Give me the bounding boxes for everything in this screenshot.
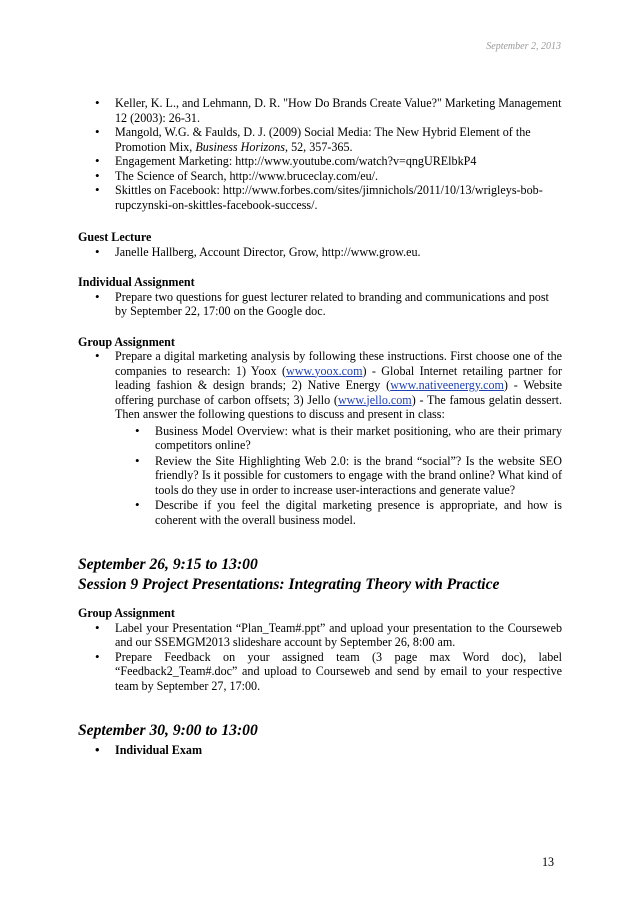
list-item: • Janelle Hallberg, Account Director, Grow, http://www.grow.eu. bbox=[78, 245, 562, 260]
session-title-heading: Session 9 Project Presentations: Integrating Theory with Practice bbox=[78, 575, 500, 593]
list-item: • Prepare two questions for guest lecturer related to branding and communications and post by September 22, 17:00 on the Google doc. bbox=[78, 290, 562, 319]
reference-text: Mangold, W.G. & Faulds, D. J. (2009) Social Media: The New Hybrid Element of the Promotion Mix, bbox=[115, 125, 531, 154]
guest-lecture-heading: Guest Lecture bbox=[78, 230, 152, 244]
list-item bbox=[78, 349, 562, 527]
journal-name: Business Horizons bbox=[195, 139, 286, 154]
individual-assignment-list bbox=[78, 290, 562, 319]
question-item: • Describe if you feel the digital marketing presence is appropriate, and how is coherent with the overall business model. bbox=[78, 498, 562, 527]
header-date: September 2, 2013 bbox=[486, 41, 561, 52]
group-assignment-heading: Group Assignment bbox=[78, 606, 175, 620]
instruction-text: ) - Global Internet retailing partner for leading fashion & design brands; 2) Native Energy ( bbox=[115, 363, 562, 392]
group-assignment-list bbox=[78, 349, 562, 527]
list-item: • Individual Exam bbox=[78, 743, 562, 758]
list-item: • Prepare Feedback on your assigned team (3 page max Word doc), label “Feedback2_Team#.doc” and upload to Courseweb and send by email to your respective team by September 27, 17:00. bbox=[78, 650, 562, 694]
reference-item: • Keller, K. L., and Lehmann, D. R. "How Do Brands Create Value?" Marketing Management 12 (2003): 26-31. bbox=[78, 96, 562, 125]
reference-item: • Engagement Marketing: http://www.youtube.com/watch?v=qngURElbkP4 bbox=[78, 154, 562, 169]
question-list bbox=[115, 424, 562, 528]
reference-item: • The Science of Search, http://www.bruceclay.com/eu/. bbox=[78, 169, 562, 184]
nativeenergy-link[interactable]: www.nativeenergy.com bbox=[390, 378, 504, 392]
jello-link[interactable]: www.jello.com bbox=[337, 392, 412, 407]
instruction-text: ) - Website offering purchase of carbon offsets; 3) Jello ( bbox=[115, 378, 563, 407]
group-assignment-heading: Group Assignment bbox=[78, 334, 175, 349]
yoox-link[interactable]: www.yoox.com bbox=[286, 363, 363, 378]
instruction-text: Prepare a digital marketing analysis by following these instructions. First choose one of the companies to research: 1) Yoox ( bbox=[115, 349, 562, 378]
page-content bbox=[78, 96, 562, 757]
question-item: • Review the Site Highlighting Web 2.0: is the brand “social”? Is the website SEO friendly? Is it possible for customers to engage with the brand online? What kind of tools do they use in order to increase user-interactions and generate value? bbox=[78, 454, 562, 498]
reference-tail: , 52, 357-365. bbox=[285, 139, 353, 154]
list-item: • Label your Presentation “Plan_Team#.ppt” and upload your presentation to the Courseweb and our SSEMGM2013 slideshare account by September 26, 8:00 am. bbox=[78, 621, 562, 650]
reference-list bbox=[78, 96, 562, 212]
reference-item bbox=[78, 125, 562, 154]
group-assignment-list bbox=[78, 621, 562, 694]
exam-date-heading: September 30, 9:00 to 13:00 bbox=[78, 722, 258, 739]
session-date-heading: September 26, 9:15 to 13:00 bbox=[78, 556, 258, 573]
exam-list bbox=[78, 743, 562, 758]
page-number: 13 bbox=[542, 855, 555, 869]
instruction-text: ) - The famous gelatin dessert. Then answer the following questions to discuss and present in class: bbox=[115, 392, 562, 421]
individual-assignment-heading: Individual Assignment bbox=[78, 275, 195, 289]
guest-lecture-list bbox=[78, 245, 562, 260]
question-item: • Business Model Overview: what is their market positioning, who are their primary competitors online? bbox=[78, 424, 562, 453]
reference-item: • Skittles on Facebook: http://www.forbes.com/sites/jimnichols/2011/10/13/wrigleys-bob-rupczynski-on-skittles-facebook-success/. bbox=[78, 183, 562, 212]
